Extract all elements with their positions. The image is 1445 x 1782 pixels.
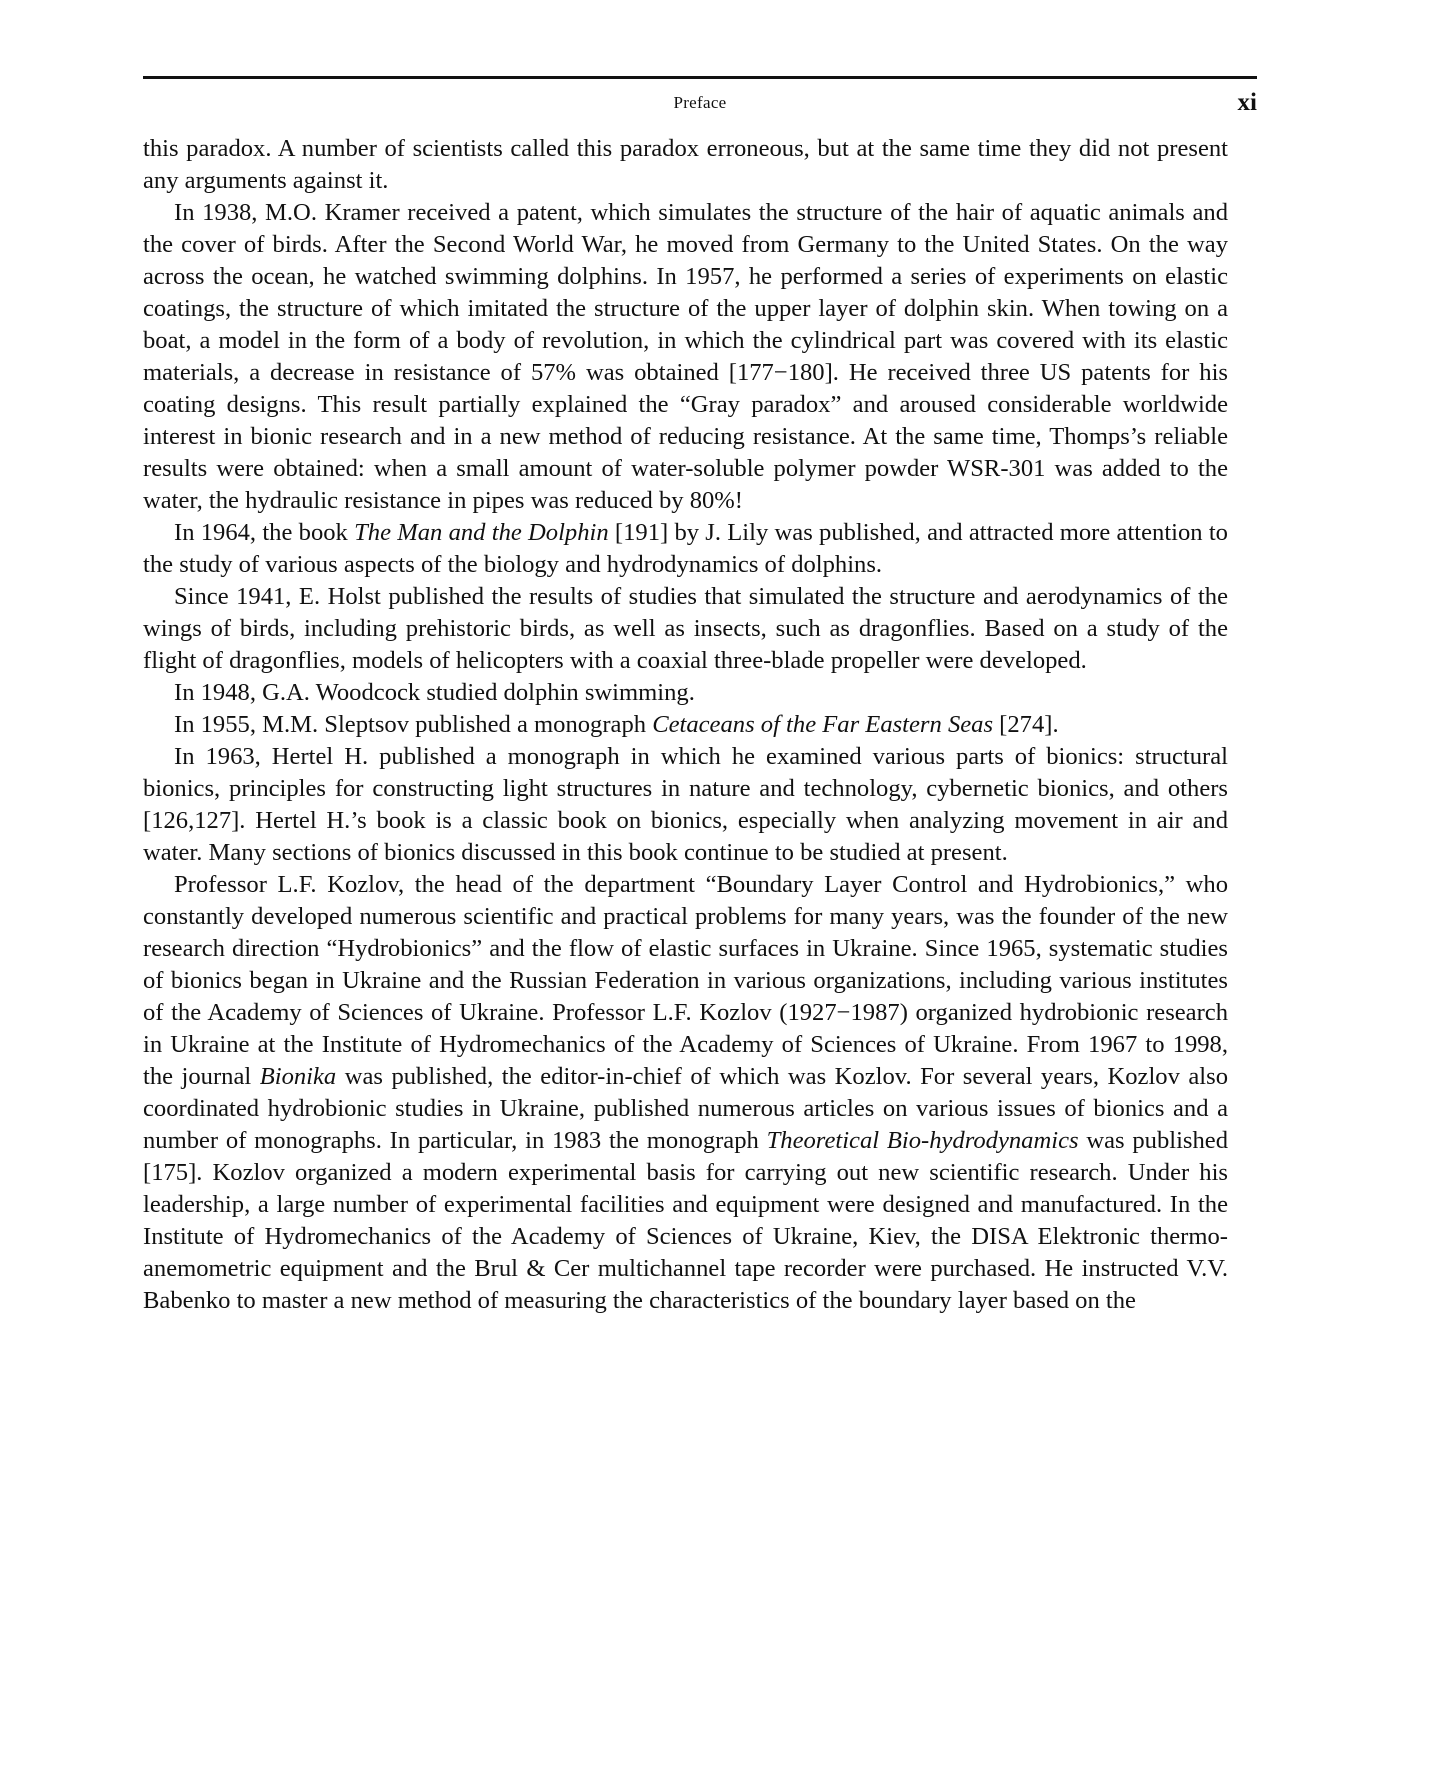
text-run: Since 1941, E. Holst published the results of studies that simulated the structure and aerodynamics of the wings of birds, including prehistoric birds, as well as insects, such as dragonflies. Based on a study of the flight of dragonflies, models of helicopters with a coaxial three-blade propeller were developed. [143,583,1228,674]
italic-title: Bionika [259,1063,337,1090]
page-header [143,89,1257,133]
italic-title: Theoretical Bio-hydrodynamics [766,1127,1079,1154]
page-number: xi [1237,89,1257,116]
paragraph [143,869,1228,1317]
header-rule [143,76,1257,79]
text-run: In 1963, Hertel H. published a monograph in which he examined various parts of bionics: structural bionics, principles for constructing light structures in nature and technology, cybernetic bionics, and others [126,127]. Hertel H.’s book is a classic book on bionics, especially when analyzing movement in air and water. Many sections of bionics discussed in this book continue to be studied at present. [143,743,1228,866]
text-run: In 1964, the book [174,519,355,546]
book-page [143,76,1257,1317]
paragraph [143,133,1228,197]
paragraph [143,677,1228,709]
paragraph [143,709,1228,741]
text-run: In 1955, M.M. Sleptsov published a monograph [174,711,653,738]
paragraph [143,197,1228,517]
text-run: In 1938, M.O. Kramer received a patent, which simulates the structure of the hair of aquatic animals and the cover of birds. After the Second World War, he moved from Germany to the United States. On the way across the ocean, he watched swimming dolphins. In 1957, he performed a series of experiments on elastic coatings, the structure of which imitated the structure of the upper layer of dolphin skin. When towing on a boat, a model in the form of a body of revolution, in which the cylindrical part was covered with its elastic materials, a decrease in resistance of 57% was obtained [177−180]. He received three US patents for his coating designs. This result partially explained the “Gray paradox” and aroused considerable worldwide interest in bionic research and in a new method of reducing resistance. At the same time, Thomps’s reliable results were obtained: when a small amount of water-soluble polymer powder WSR-301 was added to the water, the hydraulic resistance in pipes was reduced by 80%! [143,199,1228,514]
italic-title: The Man and the Dolphin [354,519,609,546]
paragraph [143,517,1228,581]
text-run: Professor L.F. Kozlov, the head of the department “Boundary Layer Control and Hydrobionics,” who constantly developed numerous scientific and practical problems for many years, was the founder of the new research direction “Hydrobionics” and the flow of elastic surfaces in Ukraine. Since 1965, systematic studies of bionics began in Ukraine and the Russian Federation in various organizations, including various institutes of the Academy of Sciences of Ukraine. Professor L.F. Kozlov (1927−1987) organized hydrobionic research in Ukraine at the Institute of Hydromechanics of the Academy of Sciences of Ukraine. From 1967 to 1998, the journal [143,871,1228,1090]
running-head: Preface [673,93,727,112]
text-run: was published, the editor-in-chief of which was Kozlov. For several years, Kozlov also coordinated hydrobionic studies in Ukraine, published numerous articles on various issues of bionics and a number of monographs. In particular, in 1983 the monograph [143,1063,1228,1154]
paragraph [143,581,1228,677]
body-text [143,133,1228,1317]
paragraph [143,741,1228,869]
text-run: [274]. [993,711,1059,738]
text-run: this paradox. A number of scientists called this paradox erroneous, but at the same time they did not present any arguments against it. [143,135,1228,194]
text-run: In 1948, G.A. Woodcock studied dolphin swimming. [174,679,695,706]
text-run: was published [175]. Kozlov organized a modern experimental basis for carrying out new scientific research. Under his leadership, a large number of experimental facilities and equipment were designed and manufactured. In the Institute of Hydromechanics of the Academy of Sciences of Ukraine, Kiev, the DISA Elektronic thermo-anemometric equipment and the Brul & Cer multichannel tape recorder were purchased. He instructed V.V. Babenko to master a new method of measuring the characteristics of the boundary layer based on the [143,1127,1229,1314]
text-run: [191] by J. Lily was published, and attracted more attention to the study of various aspects of the biology and hydrodynamics of dolphins. [143,519,1228,578]
italic-title: Cetaceans of the Far Eastern Seas [652,711,994,738]
